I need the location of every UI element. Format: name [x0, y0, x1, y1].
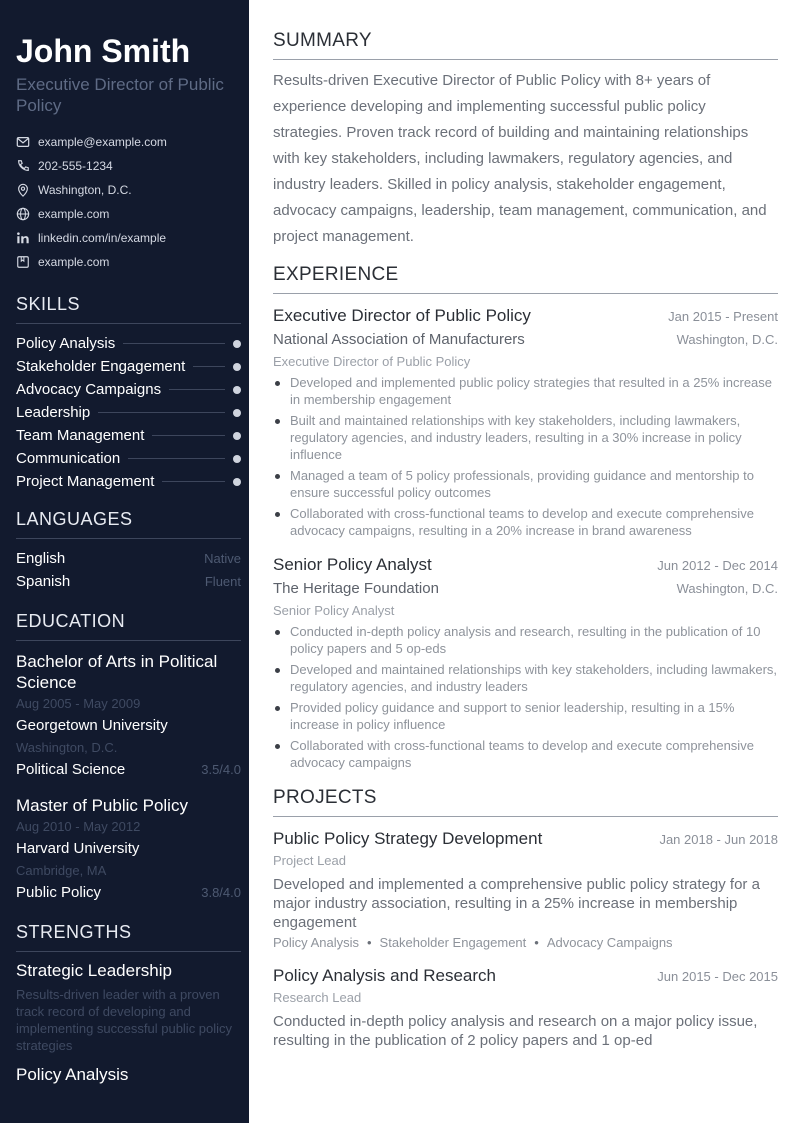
- bullet: Built and maintained relationships with key stakeholders, including lawmakers, regulatory agencies, and industry leaders, resulting in a 30% increase in policy influence: [273, 412, 778, 463]
- job-role: Executive Director of Public Policy: [273, 354, 471, 369]
- job-dates: Jan 2015 - Present: [668, 309, 778, 324]
- education-entry: [16, 795, 241, 904]
- edu-gpa: 3.5/4.0: [201, 762, 241, 777]
- profile-headline: Executive Director of Public Policy: [16, 75, 224, 115]
- degree: Bachelor of Arts in Political Science: [16, 652, 218, 692]
- contact-portfolio[interactable]: example.com: [16, 250, 241, 274]
- project-title: Policy Analysis and Research: [273, 966, 497, 985]
- edu-gpa: 3.8/4.0: [201, 885, 241, 900]
- job-title: Executive Director of Public Policy: [273, 306, 531, 325]
- edu-dates: Aug 2010 - May 2012: [16, 819, 141, 834]
- languages-list: [16, 547, 241, 593]
- skill-item: Stakeholder Engagement: [16, 355, 241, 378]
- bullet: Collaborated with cross-functional teams to develop and execute comprehensive advocacy campaigns: [273, 737, 778, 771]
- skill-level-dot: [233, 432, 241, 440]
- summary-text: Results-driven Executive Director of Public Policy with 8+ years of experience developing and implementing successful public policy strategies. Proven track record of building and maintaining relationships with key stakeholders, including lawmakers, regulatory agencies, and industry leaders. Skilled in policy analysis, stakeholder engagement, advocacy campaigns, leadership, team management, communication, and project management.: [273, 72, 767, 245]
- skill-item: Team Management: [16, 424, 241, 447]
- skill-item: Communication: [16, 447, 241, 470]
- school: Georgetown University: [16, 717, 168, 734]
- job-location: Washington, D.C.: [676, 581, 778, 596]
- profile-name: John Smith: [16, 33, 191, 69]
- bullet: Managed a team of 5 policy professionals, providing guidance and mentorship to ensure successful policy outcomes: [273, 467, 778, 501]
- bullet: Developed and maintained relationships with key stakeholders, including lawmakers, regulatory agencies, and industry leaders: [273, 661, 778, 695]
- edu-field: Political Science: [16, 761, 126, 778]
- edu-location: Cambridge, MA: [16, 863, 107, 878]
- keyword: Policy Analysis: [273, 935, 359, 950]
- experience-heading: EXPERIENCE: [273, 264, 778, 294]
- project-entry: [273, 827, 778, 954]
- experience-entry: [273, 553, 778, 771]
- project-title: Public Policy Strategy Development: [273, 829, 543, 848]
- contact-list: [16, 130, 241, 274]
- contact-linkedin[interactable]: linkedin.com/in/example: [16, 226, 241, 250]
- edu-dates: Aug 2005 - May 2009: [16, 696, 141, 711]
- keyword: Advocacy Campaigns: [546, 935, 673, 950]
- job-role: Senior Policy Analyst: [273, 603, 395, 618]
- skills-list: [16, 332, 241, 493]
- degree: Master of Public Policy: [16, 796, 188, 815]
- summary-heading: SUMMARY: [273, 30, 778, 60]
- project-keywords: Policy Analysis • Stakeholder Engagement • Advocacy Campaigns: [273, 935, 673, 950]
- skill-level-dot: [233, 455, 241, 463]
- skill-item: Advocacy Campaigns: [16, 378, 241, 401]
- bullet: Provided policy guidance and support to senior leadership, resulting in a 15% increase in policy influence: [273, 699, 778, 733]
- company: The Heritage Foundation: [273, 580, 439, 597]
- project-desc: Conducted in-depth policy analysis and research on a major policy issue, resulting in the publication of 2 policy papers and 1 op-ed: [273, 1013, 758, 1049]
- strengths-heading: STRENGTHS: [16, 922, 241, 952]
- sidebar: [0, 0, 249, 1123]
- languages-heading: LANGUAGES: [16, 509, 241, 539]
- bullet: Collaborated with cross-functional teams to develop and execute comprehensive advocacy campaigns, resulting in a 20% increase in brand awareness: [273, 505, 778, 539]
- linkedin-icon: [16, 231, 30, 245]
- projects-heading: PROJECTS: [273, 787, 778, 817]
- skill-item: Leadership: [16, 401, 241, 424]
- keyword: Stakeholder Engagement: [379, 935, 527, 950]
- project-dates: Jan 2018 - Jun 2018: [659, 832, 778, 847]
- contact-website[interactable]: example.com: [16, 202, 241, 226]
- skill-level-dot: [233, 478, 241, 486]
- strength-item: Policy Analysis: [16, 1065, 129, 1084]
- skill-level-dot: [233, 409, 241, 417]
- project-dates: Jun 2015 - Dec 2015: [657, 969, 778, 984]
- education-entry: [16, 651, 241, 781]
- project-entry: [273, 964, 778, 1050]
- job-dates: Jun 2012 - Dec 2014: [657, 558, 778, 573]
- project-desc: Developed and implemented a comprehensive public policy strategy for a major industry association, resulting in a 25% increase in membership engagement: [273, 876, 760, 931]
- skill-item: Project Management: [16, 470, 241, 493]
- skill-level-dot: [233, 340, 241, 348]
- edu-location: Washington, D.C.: [16, 740, 118, 755]
- edu-field: Public Policy: [16, 884, 102, 901]
- school: Harvard University: [16, 840, 140, 857]
- location-icon: [16, 183, 30, 197]
- language-item: Spanish Fluent: [16, 573, 241, 590]
- skills-heading: SKILLS: [16, 294, 241, 324]
- contact-phone[interactable]: 202-555-1234: [16, 154, 241, 178]
- skill-level-dot: [233, 363, 241, 371]
- company: National Association of Manufacturers: [273, 331, 525, 348]
- experience-entry: [273, 304, 778, 539]
- contact-email[interactable]: example@example.com: [16, 130, 241, 154]
- phone-icon: [16, 159, 30, 173]
- contact-location: Washington, D.C.: [16, 178, 241, 202]
- bullet: Conducted in-depth policy analysis and research, resulting in the publication of 10 policy papers and 5 op-eds: [273, 623, 778, 657]
- project-role: Research Lead: [273, 990, 362, 1005]
- email-icon: [16, 135, 30, 149]
- project-role: Project Lead: [273, 853, 346, 868]
- bookmark-icon: [16, 255, 30, 269]
- language-item: English Native: [16, 550, 241, 567]
- strength-item: Strategic Leadership Results-driven leader with a proven track record of developing and implementing successful public policy strategies: [16, 961, 233, 1053]
- education-heading: EDUCATION: [16, 611, 241, 641]
- main-content: [273, 30, 778, 1050]
- skill-level-dot: [233, 386, 241, 394]
- job-location: Washington, D.C.: [676, 332, 778, 347]
- job-title: Senior Policy Analyst: [273, 555, 432, 574]
- globe-icon: [16, 207, 30, 221]
- skill-item: Policy Analysis: [16, 332, 241, 355]
- bullet: Developed and implemented public policy strategies that resulted in a 25% increase in membership engagement: [273, 374, 778, 408]
